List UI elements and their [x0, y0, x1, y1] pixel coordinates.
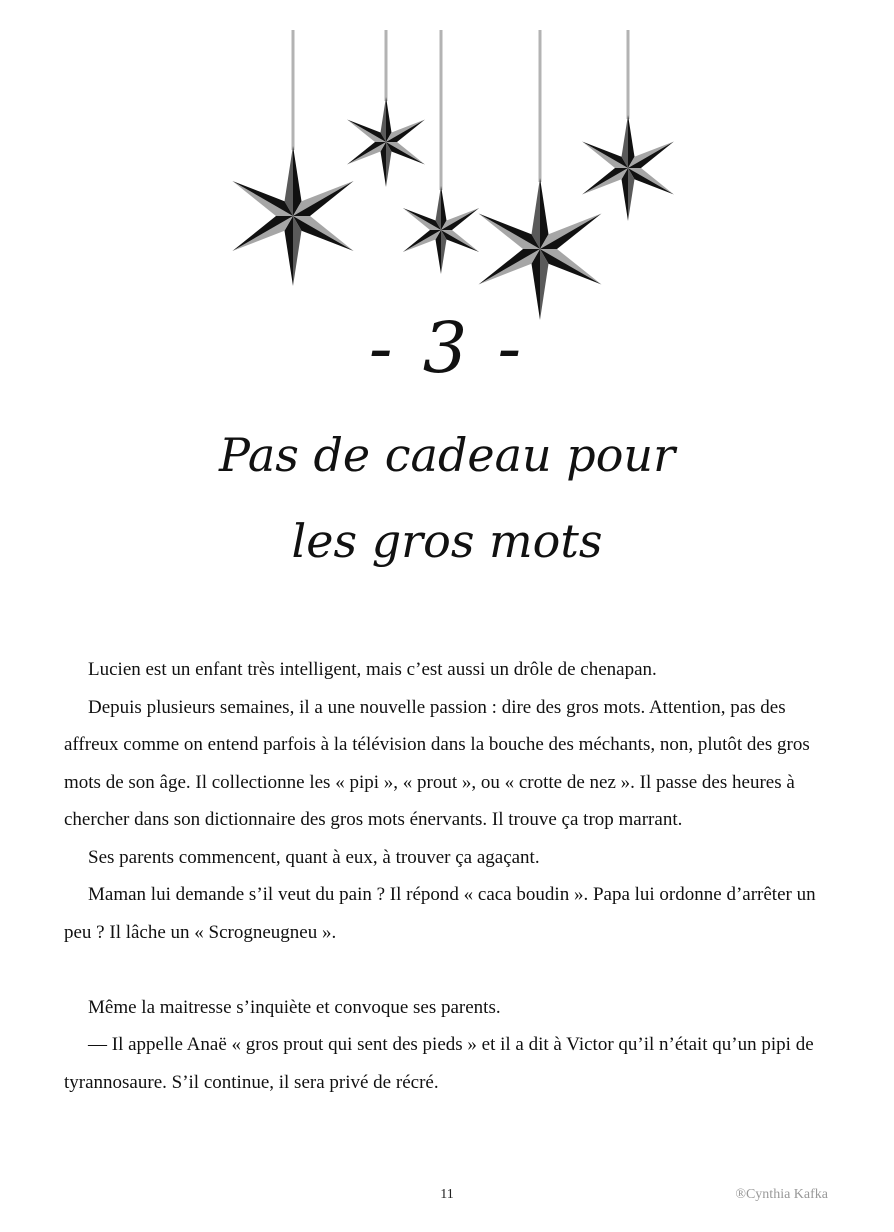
- paragraph-spacer: [64, 951, 834, 989]
- chapter-title-line-1: Pas de cadeau pour: [218, 428, 676, 482]
- paragraph: — Il appelle Anaë « gros prout qui sent des pieds » et il a dit à Victor qu’il n’était qu’un pipi de tyrannosaure. S’il continue, il sera privé de récré.: [64, 1034, 814, 1093]
- hanging-star-icon: [403, 30, 479, 274]
- paragraph: Maman lui demande s’il veut du pain ? Il répond « caca boudin ». Papa lui ordonne d’arrêter un peu ? Il lâche un « Scrogneugneu ».: [64, 884, 816, 943]
- copyright-notice: ®Cynthia Kafka: [735, 1187, 828, 1202]
- page-number: 11: [440, 1187, 454, 1202]
- paragraph: Même la maitresse s’inquiète et convoque ses parents.: [88, 996, 501, 1018]
- story-text: [64, 651, 834, 1101]
- chapter-title-line-2: les gros mots: [291, 514, 603, 568]
- hanging-star-icon: [232, 30, 353, 286]
- paragraph: Lucien est un enfant très intelligent, mais c’est aussi un drôle de chenapan.: [88, 659, 657, 680]
- paragraph: Ses parents commencent, quant à eux, à trouver ça agaçant.: [88, 846, 540, 868]
- paragraph: Depuis plusieurs semaines, il a une nouvelle passion : dire des gros mots. Attention, pas des affreux comme on entend parfois à la télévision dans la bouche des méchants, non, plutôt des gros mots de son âge. Il collectionne les « pipi », « prout », ou « crotte de nez ». Il passe des heures à chercher dans son dictionnaire des gros mots énervants. Il trouve ça trop marrant.: [64, 696, 810, 830]
- hanging-stars-illustration: [0, 0, 894, 330]
- hanging-star-icon: [582, 30, 674, 221]
- chapter-title: [0, 412, 894, 584]
- hanging-star-icon: [479, 30, 602, 320]
- hanging-star-icon: [347, 30, 425, 187]
- chapter-number: - 3 -: [368, 307, 526, 389]
